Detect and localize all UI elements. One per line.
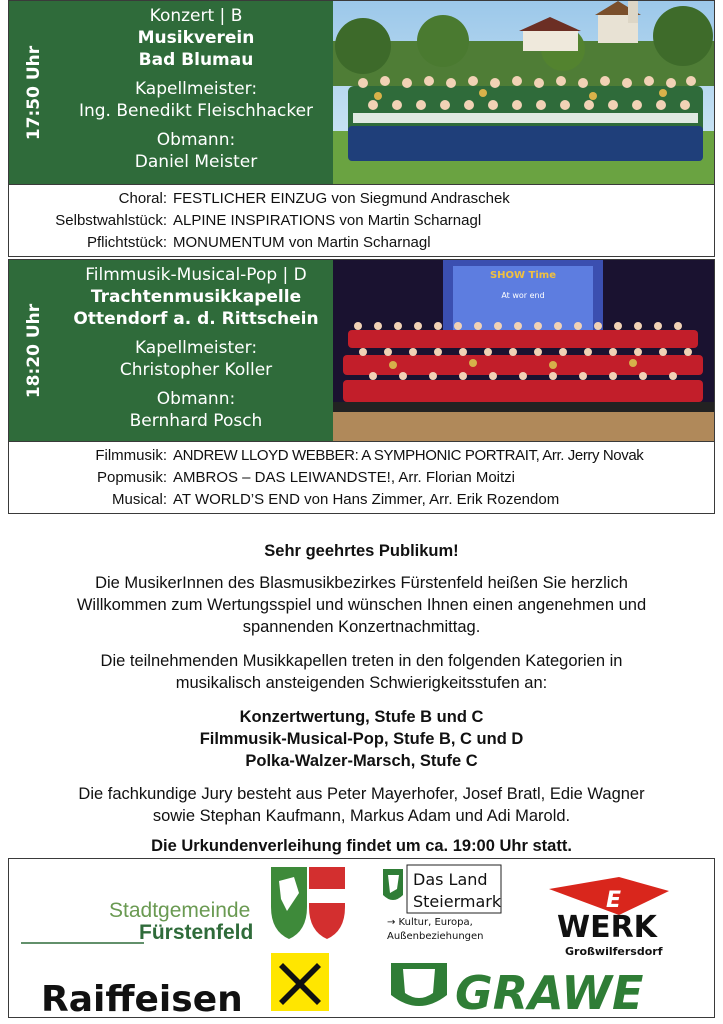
band-name-line2: Bad Blumau	[138, 50, 254, 70]
band-name-line1: Trachtenmusikkapelle	[90, 287, 302, 307]
stage-banner-mid: At wor end	[501, 291, 545, 300]
land-sub1: → Kultur, Europa,	[387, 917, 473, 928]
stage-banner-top: SHOW Time	[489, 270, 557, 281]
categories-intro-2: musikalisch ansteigenden Schwierigkeitsstufen an:	[175, 674, 548, 692]
raiffeisen-word: Raiffeisen	[41, 979, 243, 1017]
fuerstenfeld-line1: Stadtgemeinde	[109, 899, 251, 922]
land-line2: Steiermark	[413, 892, 502, 911]
steiermark-logo	[383, 865, 502, 942]
band-photo	[333, 1, 714, 184]
categories-intro-1: Die teilnehmenden Musikkapellen treten in den folgenden Kategorien in	[100, 652, 623, 670]
obmann-name: Daniel Meister	[134, 152, 258, 172]
category-1: Konzertwertung, Stufe B und C	[239, 708, 484, 726]
band-info	[59, 260, 333, 441]
category-2: Filmmusik-Musical-Pop, Stufe B, C und D	[199, 730, 524, 748]
intro-line-3: spannenden Konzertnachmittag.	[242, 618, 481, 636]
program-item: Filmmusik: ANDREW LLOYD WEBBER: A SYMPHONIC PORTRAIT, Arr. Jerry Novak	[95, 447, 644, 464]
grawe-word: GRAWE	[455, 966, 644, 1017]
program-item: Choral: FESTLICHER EINZUG von Siegmund Andraschek	[118, 190, 510, 207]
program-list-1	[8, 185, 715, 257]
band-info	[59, 1, 333, 184]
program-item: Musical: AT WORLD’S END von Hans Zimmer, Arr. Erik Rozendom	[111, 491, 560, 508]
land-line1: Das Land	[413, 870, 488, 889]
time-badge: 17:50 Uhr	[9, 1, 59, 184]
raiffeisen-logo	[41, 953, 329, 1017]
kapellmeister-name: Ing. Benedikt Fleischhacker	[78, 101, 314, 121]
fuerstenfeld-logo	[21, 867, 345, 944]
program-item: Selbstwahlstück: ALPINE INSPIRATIONS von Martin Scharnagl	[55, 212, 482, 229]
award-notice: Die Urkundenverleihung findet um ca. 19:00 Uhr statt.	[151, 837, 572, 855]
fuerstenfeld-line2: Fürstenfeld	[139, 921, 254, 944]
time-badge: 18:20 Uhr	[9, 260, 59, 441]
program-list-2	[8, 442, 715, 514]
band-photo	[333, 260, 714, 441]
ewerk-word: WERK	[557, 910, 657, 945]
category: Filmmusik-Musical-Pop | D	[85, 265, 307, 285]
land-sub2: Außenbeziehungen	[387, 931, 484, 942]
kapellmeister-name: Christopher Koller	[119, 360, 273, 380]
jury-line-2: sowie Stephan Kaufmann, Markus Adam und Adi Marold.	[152, 807, 571, 825]
intro-line-1: Die MusikerInnen des Blasmusikbezirkes Fürstenfeld heißen Sie herzlich	[95, 574, 628, 592]
sponsor-box	[8, 858, 715, 1018]
program-item: Pflichtstück: MONUMENTUM von Martin Scharnagl	[86, 234, 431, 251]
performance-block-2	[8, 259, 715, 442]
intro-line-2: Willkommen zum Wertungsspiel und wünschen Ihnen einen angenehmen und	[76, 596, 647, 614]
category: Konzert | B	[149, 6, 243, 26]
band-name-line2: Ottendorf a. d. Rittschein	[73, 309, 319, 329]
ewerk-logo	[549, 877, 669, 958]
obmann-label: Obmann:	[156, 130, 236, 150]
performance-block-1	[8, 0, 715, 185]
kapellmeister-label: Kapellmeister:	[134, 79, 258, 99]
obmann-label: Obmann:	[156, 389, 236, 409]
grawe-logo	[391, 963, 643, 1017]
greeting: Sehr geehrtes Publikum!	[264, 542, 459, 560]
band-name-line1: Musikverein	[137, 28, 255, 48]
ewerk-letter: E	[606, 888, 622, 913]
jury-line-1: Die fachkundige Jury besteht aus Peter Mayerhofer, Josef Bratl, Edie Wagner	[78, 785, 645, 803]
ewerk-place: Großwilfersdorf	[565, 945, 663, 958]
program-item: Popmusik: AMBROS – DAS LEIWANDSTE!, Arr. Florian Moitzi	[96, 469, 516, 486]
category-3: Polka-Walzer-Marsch, Stufe C	[245, 752, 478, 770]
kapellmeister-label: Kapellmeister:	[134, 338, 258, 358]
obmann-name: Bernhard Posch	[129, 411, 263, 431]
